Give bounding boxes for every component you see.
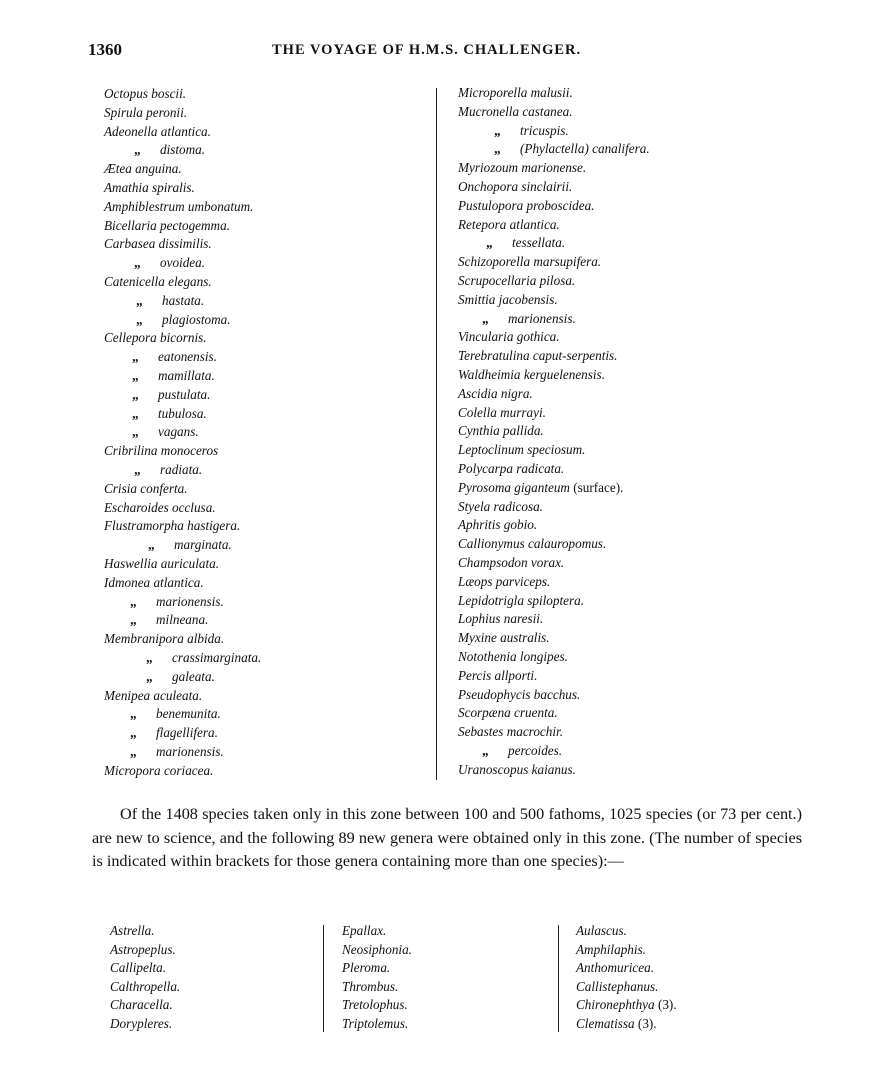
- list-item: [458, 742, 788, 761]
- list-item: [458, 422, 788, 441]
- species-name: Catenicella elegans.: [104, 273, 212, 289]
- list-item: [458, 573, 788, 592]
- list-item: [104, 254, 424, 273]
- species-name: Flustramorpha hastigera.: [104, 518, 241, 534]
- species-name: marginata.: [174, 537, 232, 553]
- list-item: [458, 385, 788, 404]
- species-name: Adeonella atlantica.: [104, 123, 211, 139]
- ditto-mark: „: [130, 743, 137, 759]
- species-name: Idmonea atlantica.: [104, 574, 204, 590]
- list-item: [104, 649, 424, 668]
- list-item: [576, 1015, 677, 1034]
- list-item: [104, 367, 424, 386]
- list-item: [576, 959, 677, 978]
- species-name: Retepora atlantica.: [458, 216, 560, 232]
- list-item: [458, 535, 788, 554]
- species-name: marionensis.: [156, 593, 224, 609]
- list-item: [110, 922, 180, 941]
- species-name: Cynthia pallida.: [458, 423, 544, 439]
- species-name: Champsodon vorax.: [458, 554, 565, 570]
- species-name: Schizoporella marsupifera.: [458, 254, 602, 270]
- list-item: [110, 996, 180, 1015]
- ditto-mark: „: [130, 725, 137, 741]
- list-item: [458, 704, 788, 723]
- body-paragraph: [92, 803, 802, 874]
- list-item: [458, 723, 788, 742]
- list-item: [104, 104, 424, 123]
- species-name: Læops parviceps.: [458, 573, 551, 589]
- list-item: [104, 461, 424, 480]
- list-item: [458, 122, 788, 141]
- species-list-left: [104, 85, 424, 780]
- ditto-mark: „: [494, 141, 501, 157]
- list-item: [458, 648, 788, 667]
- list-item: [104, 517, 424, 536]
- list-item: [458, 328, 788, 347]
- species-name: Myxine australis.: [458, 630, 550, 646]
- ditto-mark: „: [482, 742, 489, 758]
- species-name: Calthropella.: [110, 978, 181, 994]
- species-name: Anthomuricea.: [576, 960, 655, 976]
- list-item: [458, 441, 788, 460]
- list-item: [576, 996, 677, 1015]
- species-note: (surface).: [569, 479, 624, 495]
- list-item: [458, 159, 788, 178]
- column-divider: [436, 88, 437, 780]
- species-name: Sebastes macrochir.: [458, 724, 563, 740]
- species-name: percoides.: [508, 742, 563, 758]
- ditto-mark: „: [134, 461, 141, 477]
- list-item: [104, 611, 424, 630]
- species-name: Lophius naresii.: [458, 611, 544, 627]
- species-name: (Phylactella) canalifera.: [520, 141, 650, 157]
- species-name: tessellata.: [512, 235, 566, 251]
- list-item: [104, 292, 424, 311]
- species-name: Uranoscopus kaianus.: [458, 761, 576, 777]
- ditto-mark: „: [486, 235, 493, 251]
- list-item: [458, 404, 788, 423]
- species-name: marionensis.: [156, 743, 224, 759]
- list-item: [458, 84, 788, 103]
- list-item: [342, 978, 412, 997]
- list-item: [458, 667, 788, 686]
- species-name: Percis allporti.: [458, 667, 538, 683]
- species-name: radiata.: [160, 461, 203, 477]
- species-name: Onchopora sinclairii.: [458, 178, 573, 194]
- species-name: Ætea anguina.: [104, 161, 182, 177]
- species-name: Octopus boscii.: [104, 86, 187, 101]
- list-item: [576, 978, 677, 997]
- list-item: [104, 555, 424, 574]
- species-name: Leptoclinum speciosum.: [458, 442, 586, 458]
- species-name: Crisia conferta.: [104, 480, 188, 496]
- species-name: ovoidea.: [160, 255, 206, 271]
- list-item: [110, 1015, 180, 1034]
- list-item: [458, 554, 788, 573]
- list-item: [104, 705, 424, 724]
- species-name: galeata.: [172, 668, 215, 684]
- species-name: Chironephthya: [576, 997, 655, 1013]
- list-item: [104, 743, 424, 762]
- list-item: [104, 480, 424, 499]
- paragraph-text: Of the 1408 species taken only in this zone between 100 and 500 fathoms, 1025 species (or 73 per cent.) are new to science, and the following 89 new genera were obtained only in this zone. (The number of species is indicated within brackets for those genera containing more than one species):—: [92, 805, 802, 870]
- species-name: Scorpæna cruenta.: [458, 705, 558, 721]
- running-title: THE VOYAGE OF H.M.S. CHALLENGER.: [272, 42, 582, 58]
- species-name: Epallax.: [342, 923, 387, 938]
- list-item: [342, 1015, 412, 1034]
- list-item: [458, 310, 788, 329]
- list-item: [104, 668, 424, 687]
- list-item: [458, 629, 788, 648]
- species-name: crassimarginata.: [172, 649, 262, 665]
- species-name: Astrella.: [110, 923, 155, 938]
- list-item: [342, 959, 412, 978]
- list-item: [458, 686, 788, 705]
- list-item: [104, 630, 424, 649]
- column-divider: [558, 925, 559, 1032]
- species-name: Amathia spiralis.: [104, 179, 195, 195]
- species-name: milneana.: [156, 612, 209, 628]
- ditto-mark: „: [146, 668, 153, 684]
- list-item: [110, 978, 180, 997]
- page-number: 1360: [88, 40, 122, 59]
- species-name: Membranipora albida.: [104, 631, 225, 647]
- list-item: [104, 386, 424, 405]
- list-item: [576, 941, 677, 960]
- species-name: Tretolophus.: [342, 997, 408, 1013]
- species-name: vagans.: [158, 424, 199, 440]
- species-name: Aulascus.: [576, 923, 627, 938]
- species-name: Smittia jacobensis.: [458, 291, 558, 307]
- list-item: [104, 217, 424, 236]
- species-name: Lepidotrigla spiloptera.: [458, 592, 585, 608]
- list-item: [104, 687, 424, 706]
- list-item: [104, 273, 424, 292]
- ditto-mark: „: [136, 292, 143, 308]
- ditto-mark: „: [132, 367, 139, 383]
- list-item: [110, 959, 180, 978]
- species-name: Colella murrayi.: [458, 404, 546, 420]
- ditto-mark: „: [136, 311, 143, 327]
- species-name: Callistephanus.: [576, 978, 659, 994]
- species-name: eatonensis.: [158, 349, 217, 365]
- list-item: [104, 499, 424, 518]
- species-name: Ascidia nigra.: [458, 385, 533, 401]
- species-name: Neosiphonia.: [342, 941, 412, 957]
- list-item: [458, 103, 788, 122]
- species-name: Microporella malusii.: [458, 85, 573, 100]
- species-name: Pseudophycis bacchus.: [458, 686, 581, 702]
- ditto-mark: „: [482, 310, 489, 326]
- list-item: [576, 922, 677, 941]
- ditto-mark: „: [146, 649, 153, 665]
- species-name: plagiostoma.: [162, 311, 231, 327]
- species-name: Callionymus calauropomus.: [458, 536, 607, 552]
- list-item: [458, 178, 788, 197]
- species-name: Menipea aculeata.: [104, 687, 203, 703]
- ditto-mark: „: [494, 122, 501, 138]
- ditto-mark: „: [132, 424, 139, 440]
- species-name: Pyrosoma giganteum: [458, 479, 570, 495]
- list-item: [342, 996, 412, 1015]
- list-item: [458, 216, 788, 235]
- species-name: Aphritis gobio.: [458, 517, 538, 533]
- genera-list-3: [576, 922, 677, 1034]
- species-name: Myriozoum marionense.: [458, 160, 587, 176]
- list-item: [104, 329, 424, 348]
- species-name: mamillata.: [158, 367, 215, 383]
- species-name: Cribrilina monoceros: [104, 443, 219, 459]
- species-name: Pustulopora proboscidea.: [458, 197, 595, 213]
- list-item: [458, 610, 788, 629]
- species-name: hastata.: [162, 292, 205, 308]
- list-item: [104, 311, 424, 330]
- species-note: (3).: [654, 997, 677, 1013]
- species-name: Pleroma.: [342, 960, 391, 976]
- species-name: Cellepora bicornis.: [104, 330, 207, 346]
- list-item: [458, 291, 788, 310]
- list-item: [458, 253, 788, 272]
- list-item: [458, 347, 788, 366]
- species-name: Amphiblestrum umbonatum.: [104, 198, 254, 214]
- list-item: [458, 460, 788, 479]
- list-item: [104, 593, 424, 612]
- genera-list-1: [110, 922, 180, 1034]
- ditto-mark: „: [130, 612, 137, 628]
- species-name: Scrupocellaria pilosa.: [458, 272, 576, 288]
- species-name: Micropora coriacea.: [104, 762, 214, 778]
- list-item: [104, 405, 424, 424]
- species-name: Clematissa: [576, 1015, 635, 1031]
- list-item: [104, 123, 424, 142]
- list-item: [104, 762, 424, 781]
- ditto-mark: „: [130, 706, 137, 722]
- list-item: [458, 761, 788, 780]
- ditto-mark: „: [132, 405, 139, 421]
- list-item: [458, 197, 788, 216]
- species-name: Styela radicosa.: [458, 498, 543, 514]
- species-name: flagellifera.: [156, 725, 218, 741]
- list-item: [104, 198, 424, 217]
- species-name: Astropeplus.: [110, 941, 176, 957]
- species-note: (3).: [634, 1015, 657, 1031]
- list-item: [342, 941, 412, 960]
- species-name: Haswellia auriculata.: [104, 555, 220, 571]
- list-item: [104, 235, 424, 254]
- species-name: Callipelta.: [110, 960, 167, 976]
- list-item: [458, 498, 788, 517]
- species-name: Thrombus.: [342, 978, 399, 994]
- list-item: [104, 724, 424, 743]
- species-name: Polycarpa radicata.: [458, 460, 565, 476]
- species-name: pustulata.: [158, 386, 211, 402]
- species-name: Terebratulina caput-serpentis.: [458, 348, 618, 364]
- species-name: Vincularia gothica.: [458, 329, 560, 345]
- list-item: [458, 516, 788, 535]
- column-divider: [323, 925, 324, 1032]
- species-name: Waldheimia kerguelenensis.: [458, 366, 605, 382]
- list-item: [458, 272, 788, 291]
- list-item: [458, 234, 788, 253]
- species-name: Bicellaria pectogemma.: [104, 217, 230, 233]
- list-item: [104, 85, 424, 104]
- species-name: Dorypleres.: [110, 1015, 173, 1031]
- ditto-mark: „: [148, 537, 155, 553]
- species-name: Spirula peronii.: [104, 104, 188, 120]
- species-name: Notothenia longipes.: [458, 648, 568, 664]
- list-item: [104, 160, 424, 179]
- ditto-mark: „: [132, 386, 139, 402]
- ditto-mark: „: [134, 255, 141, 271]
- list-item: [104, 442, 424, 461]
- list-item: [458, 479, 788, 498]
- list-item: [458, 366, 788, 385]
- list-item: [110, 941, 180, 960]
- species-name: marionensis.: [508, 310, 576, 326]
- list-item: [458, 592, 788, 611]
- species-list-right: [458, 84, 788, 779]
- species-name: tubulosa.: [158, 405, 207, 421]
- list-item: [104, 423, 424, 442]
- ditto-mark: „: [134, 142, 141, 158]
- species-name: distoma.: [160, 142, 206, 158]
- species-name: Characella.: [110, 997, 173, 1013]
- species-name: benemunita.: [156, 706, 221, 722]
- species-name: Escharoides occlusa.: [104, 499, 216, 515]
- list-item: [104, 179, 424, 198]
- list-item: [342, 922, 412, 941]
- list-item: [104, 574, 424, 593]
- list-item: [104, 141, 424, 160]
- list-item: [104, 536, 424, 555]
- species-name: Triptolemus.: [342, 1015, 409, 1031]
- ditto-mark: „: [130, 593, 137, 609]
- list-item: [458, 140, 788, 159]
- list-item: [104, 348, 424, 367]
- genera-list-2: [342, 922, 412, 1034]
- species-name: tricuspis.: [520, 122, 569, 138]
- page-header: [88, 40, 708, 66]
- species-name: Carbasea dissimilis.: [104, 236, 212, 252]
- ditto-mark: „: [132, 349, 139, 365]
- species-name: Mucronella castanea.: [458, 103, 573, 119]
- species-name: Amphilaphis.: [576, 941, 646, 957]
